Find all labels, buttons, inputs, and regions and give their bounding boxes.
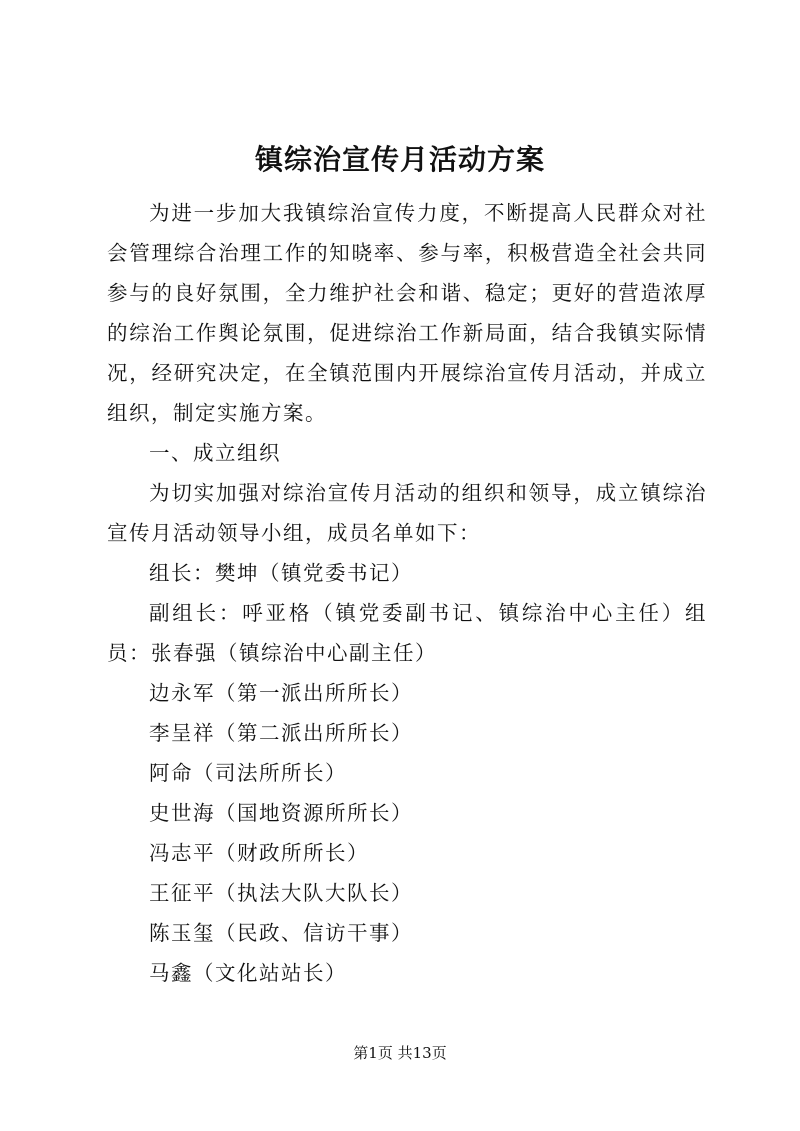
member-line: 李呈祥（第二派出所所长） [149, 721, 413, 745]
document-title: 镇综治宣传月活动方案 [254, 143, 545, 176]
section-heading: 一、成立组织 [149, 441, 281, 465]
member-line: 冯志平（财政所所长） [149, 841, 369, 865]
member-line: 阿命（司法所所长） [149, 761, 347, 785]
deputy-members-paragraph: 副组长：呼亚格（镇党委副书记、镇综治中心主任）组员：张春强（镇综治中心副主任） [107, 601, 707, 665]
page-footer: 第1页 共13页 [353, 1044, 447, 1062]
member-line: 陈玉玺（民政、信访干事） [149, 921, 413, 945]
member-line: 边永军（第一派出所所长） [149, 681, 413, 705]
member-line: 马鑫（文化站站长） [149, 961, 347, 985]
member-line: 王征平（执法大队大队长） [149, 881, 413, 905]
intro-paragraph: 为进一步加大我镇综治宣传力度，不断提高人民群众对社会管理综合治理工作的知晓率、参与率，积极营造全社会共同参与的良好氛围，全力维护社会和谐、稳定；更好的营造浓厚的综治工作舆论氛围，促进综治工作新局面，结合我镇实际情况，经研究决定，在全镇范围内开展综治宣传月活动，并成立组织，制定实施方案。 [107, 201, 707, 425]
member-line: 史世海（国地资源所所长） [149, 801, 413, 825]
document-body [107, 193, 707, 993]
leader-line: 组长：樊坤（镇党委书记） [149, 561, 413, 585]
section-paragraph: 为切实加强对综治宣传月活动的组织和领导，成立镇综治宣传月活动领导小组，成员名单如下： [107, 481, 707, 545]
